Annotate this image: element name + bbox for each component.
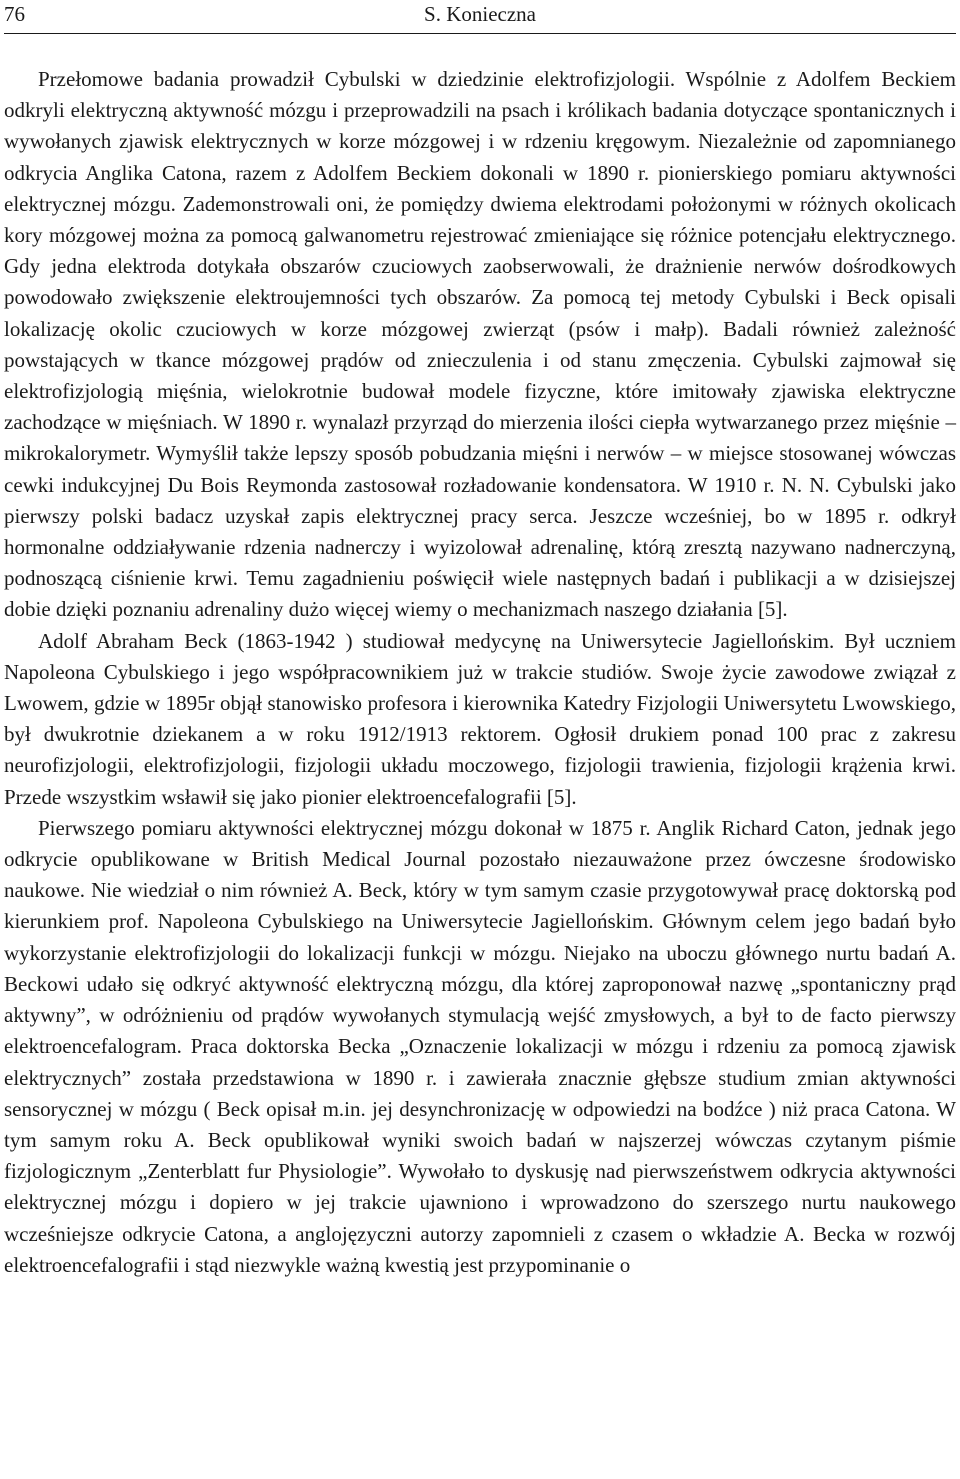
running-head: S. Konieczna	[424, 2, 536, 26]
page-header	[4, 0, 956, 34]
paragraph: Adolf Abraham Beck (1863-1942 ) studiował medycynę na Uniwersytecie Jagiellońskim. Był uczniem Napoleona Cybulskiego i jego współpracownikiem już w trakcie studiów. Swoje życie zawodowe związał z Lwowem, gdzie w 1895r objął stanowisko profesora i kierownika Katedry Fizjologii Uniwersytetu Lwowskiego, był dwukrotnie dziekanem a w roku 1912/1913 rektorem. Ogłosił drukiem ponad 100 prac z zakresu neurofizjologii, elektrofizjologii, fizjologii układu moczowego, fizjologii trawienia, fizjologii krążenia krwi. Przede wszystkim wsławił się jako pionier elektroencefalografii [5].	[4, 628, 956, 809]
paragraph: Pierwszego pomiaru aktywności elektrycznej mózgu dokonał w 1875 r. Anglik Richard Caton, jednak jego odkrycie opublikowane w British Medical Journal pozostało niezauważone przez ówczesne środowisko naukowe. Nie wiedział o nim również A. Beck, który w tym samym czasie przygotowywał pracę doktorską pod kierunkiem prof. Napoleona Cybulskiego na Uniwersytecie Jagiellońskim. Głównym celem jego badań było wykorzystanie elektrofizjologii do lokalizacji funkcji w mózgu. Niejako na uboczu głównego nurtu badań A. Beckowi udało się odkryć aktywność elektryczną mózgu, dla której zaproponował nazwę „spontaniczny prąd aktywny”, w odróżnieniu od prądów wywołanych stymulacją wejść zmysłowych, a był to de facto pierwszy elektroencefalogram. Praca doktorska Becka „Oznaczenie lokalizacji w mózgu i rdzeniu za pomocą zjawisk elektrycznych” została przedstawiona w 1890 r. i zawierała znacznie głębsze studium zmian aktywności sensorycznej w mózgu ( Beck opisał m.in. jej desynchronizację w odpowiedzi na bodźce ) niż praca Catona. W tym samym roku A. Beck opublikował wyniki swoich badań w najszerzej wówczas czytanym piśmie fizjologicznym „Zenterblatt fur Physiologie”. Wywołało to dyskusję nad pierwszeństwem odkrycia aktywności elektrycznej mózgu i dopiero w jej trakcie ujawniono i wprowadzono do szerszego nurtu naukowego wcześniejsze odkrycie Catona, a anglojęzyczni autorzy zapomnieli z czasem o wkładzie A. Becka w rozwój elektroencefalografii i stąd niezwykle ważną kwestią jest przypominanie o	[4, 815, 956, 1277]
page-number: 76	[4, 2, 25, 26]
paragraph: Przełomowe badania prowadził Cybulski w dziedzinie elektrofizjologii. Wspólnie z Adolfem Beckiem odkryli elektryczną aktywność mózgu i przeprowadzili na psach i królikach badania dotyczące spontanicznych i wywołanych zjawisk elektrycznych w korze mózgowej i w rdzeniu kręgowym. Niezależnie od zapomnianego odkrycia Anglika Catona, razem z Adolfem Beckiem dokonali w 1890 r. pionierskiego pomiaru aktywności elektrycznej mózgu. Zademonstrowali oni, że pomiędzy dwiema elektrodami położonymi w różnych okolicach kory mózgowej można za pomocą galwanometru rejestrować zmieniające się różnice potencjału elektrycznego. Gdy jedna elektroda dotykała obszarów czuciowych zaobserwowali, że drażnienie nerwów dośrodkowych powodowało zwiększenie elektroujemności tych obszarów. Za pomocą tej metody Cybulski i Beck opisali lokalizację okolic czuciowych w korze mózgowej zwierząt (psów i małp). Badali również zależność powstających w tkance mózgowej prądów od znieczulenia i od stanu zmęczenia. Cybulski zajmował się elektrofizjologią mięśnia, wielokrotnie budował modele fizyczne, które imitowały zjawiska elektryczne zachodzące w mięśniach. W 1890 r. wynalazł przyrząd do mierzenia ilości ciepła wytwarzanego przez mięśnie – mikrokalorymetr. Wymyślił także lepszy sposób pobudzania mięśni i nerwów – w miejsce stosowanej wówczas cewki indukcyjnej Du Bois Reymonda zastosował rozładowanie kondensatora. W 1910 r. N. N. Cybulski jako pierwszy polski badacz uzyskał zapis elektrycznej pracy serca. Jeszcze wcześniej, bo w 1895 r. odkrył hormonalne oddziaływanie rdzenia nadnerczy i wyizolował adrenalinę, którą zresztą nazywano nadnerczyną, podnoszącą ciśnienie krwi. Temu zagadnieniu poświęcił wiele następnych badań i publikacji a w dzisiejszej dobie dzięki poznaniu adrenaliny dużo więcej wiemy o mechanizmach naszego działania [5].	[4, 67, 956, 622]
body-text	[4, 64, 956, 1281]
